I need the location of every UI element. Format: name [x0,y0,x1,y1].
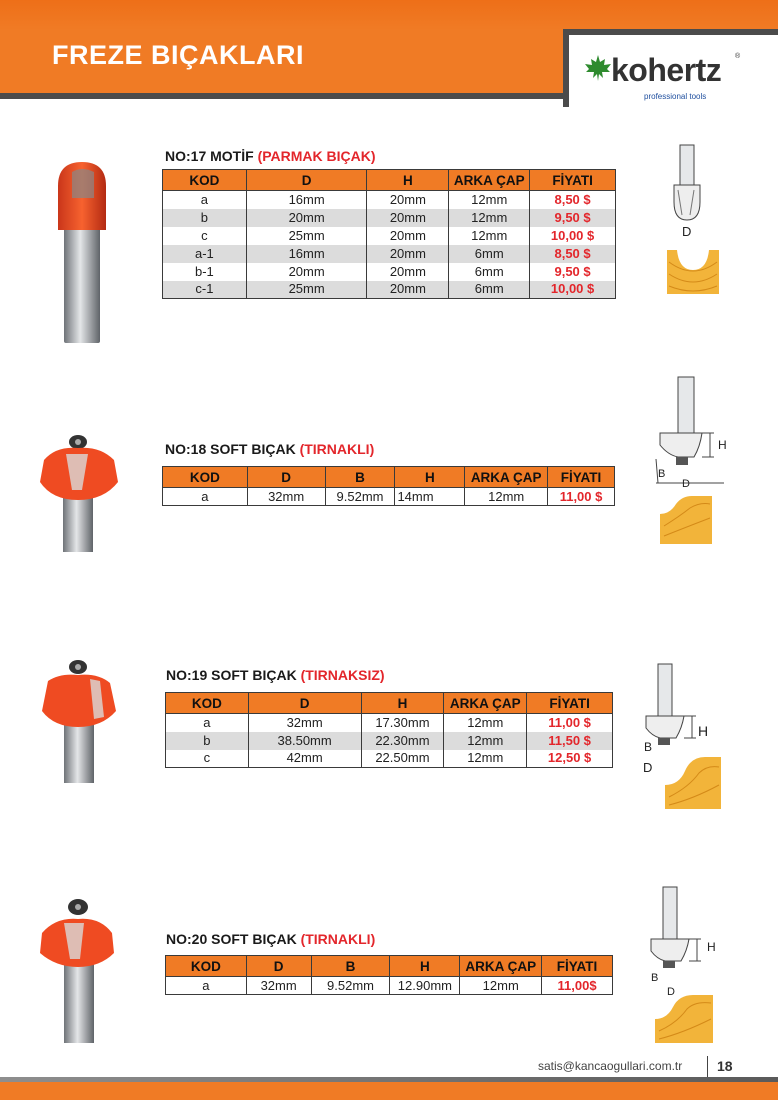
price-cell: 10,00 $ [530,281,616,299]
diagram-label-h: H [707,940,716,954]
cell: a [163,488,248,506]
profile-17-wood [667,250,719,294]
footer-separator [707,1056,708,1078]
price-cell: 9,50 $ [530,263,616,281]
product-18-table [162,466,615,506]
table-row [166,732,613,750]
col-header: ARKA ÇAP [444,693,527,714]
table-row [163,191,616,209]
router-bit-19-image [38,655,120,785]
price-cell: 11,00 $ [548,488,615,506]
profile-19-wood [665,757,721,809]
product-17-table [162,169,616,299]
cell: 20mm [367,209,449,227]
profile-18-wood [660,496,712,544]
cell: a [163,191,247,209]
cell: 20mm [246,209,367,227]
cell: b [163,209,247,227]
cell: 12mm [449,191,530,209]
header-gradient [0,0,778,30]
diagram-label-d: D [682,478,690,490]
cell: c [163,227,247,245]
router-bit-18-image [36,430,120,554]
product-20-table [165,955,613,995]
product-19-title: NO:19 SOFT BIÇAK (TIRNAKSIZ) [166,667,385,683]
diagram-label-h: H [718,438,727,452]
brand-name: kohertz [611,52,722,88]
cell: 20mm [246,263,367,281]
bit-17-diagram [660,140,720,240]
product-18-title: NO:18 SOFT BIÇAK (TIRNAKLI) [165,441,375,457]
diagram-label-h: H [698,723,709,739]
table-row [163,227,616,245]
cell: 22.50mm [361,750,444,768]
col-header: H [367,170,449,191]
col-header: FİYATI [542,956,613,977]
cell: 42mm [248,750,361,768]
cell: a [166,714,249,732]
cell: 32mm [247,488,325,506]
cell: 38.50mm [248,732,361,750]
table-row [163,209,616,227]
cell: 9.52mm [311,977,390,995]
cell: 12mm [449,209,530,227]
cell: 12mm [465,488,548,506]
table-row [163,281,616,299]
cell: 32mm [248,714,361,732]
bit-18-diagram [650,375,732,490]
diagram-19-label-d: D [643,760,653,775]
header-divider [0,93,566,99]
contact-email: satis@kancaogullari.com.tr [538,1059,683,1073]
cell: 25mm [246,281,367,299]
brand-registered: ® [735,53,741,60]
cell: 12mm [444,732,527,750]
cell: 6mm [449,263,530,281]
bit-19-diagram [640,662,722,752]
cell: 22.30mm [361,732,444,750]
table-row [163,245,616,263]
maple-leaf-icon [583,53,613,83]
table-row [166,977,613,995]
col-header: H [395,467,465,488]
footer-orange-bar [0,1082,778,1100]
table-row [163,263,616,281]
page-number: 18 [717,1058,733,1074]
col-header: ARKA ÇAP [465,467,548,488]
diagram-label-b: B [651,972,659,984]
price-cell: 9,50 $ [530,209,616,227]
price-cell: 11,50 $ [527,732,613,750]
cell: 32mm [246,977,311,995]
bit-20-diagram [645,885,725,1000]
col-header: H [361,693,444,714]
cell: 20mm [367,281,449,299]
price-cell: 12,50 $ [527,750,613,768]
product-19-table [165,692,613,768]
price-cell: 11,00$ [542,977,613,995]
cell: 20mm [367,227,449,245]
diagram-label-b: B [644,740,653,752]
price-cell: 11,00 $ [527,714,613,732]
cell: 20mm [367,245,449,263]
cell: 12mm [444,714,527,732]
cell: a-1 [163,245,247,263]
diagram-label-d: D [667,986,675,998]
product-17-title: NO:17 MOTİF (PARMAK BIÇAK) [165,148,376,164]
cell: 9.52mm [325,488,395,506]
cell: 16mm [246,245,367,263]
col-header: FİYATI [530,170,616,191]
col-header: B [311,956,390,977]
col-header: ARKA ÇAP [460,956,542,977]
col-header: D [246,956,311,977]
cell: b-1 [163,263,247,281]
cell: 6mm [449,245,530,263]
col-header: B [325,467,395,488]
diagram-label-b: B [658,468,666,480]
cell: 6mm [449,281,530,299]
router-bit-20-image [36,893,120,1045]
cell: 20mm [367,263,449,281]
col-header: FİYATI [527,693,613,714]
col-header: KOD [166,956,247,977]
col-header: D [248,693,361,714]
col-header: KOD [163,467,248,488]
table-row [166,714,613,732]
price-cell: 10,00 $ [530,227,616,245]
cell: 14mm [395,488,465,506]
cell: 12mm [460,977,542,995]
col-header: KOD [163,170,247,191]
col-header: KOD [166,693,249,714]
profile-20-wood [655,995,713,1043]
cell: c [166,750,249,768]
cell: c-1 [163,281,247,299]
col-header: D [246,170,367,191]
cell: 25mm [246,227,367,245]
table-row [163,488,615,506]
brand-subtitle: professional tools [644,92,707,101]
col-header: FİYATI [548,467,615,488]
router-bit-17-image [50,158,120,348]
cell: 12mm [449,227,530,245]
diagram-label-d: D [682,224,692,239]
product-20-title: NO:20 SOFT BIÇAK (TIRNAKLI) [166,931,376,947]
page-title: FREZE BIÇAKLARI [52,40,304,70]
cell: a [166,977,247,995]
cell: 16mm [246,191,367,209]
cell: 20mm [367,191,449,209]
cell: 12.90mm [390,977,460,995]
cell: 17.30mm [361,714,444,732]
col-header: H [390,956,460,977]
col-header: ARKA ÇAP [449,170,530,191]
cell: b [166,732,249,750]
price-cell: 8,50 $ [530,245,616,263]
brand-logo [563,29,778,107]
table-row [166,750,613,768]
cell: 12mm [444,750,527,768]
price-cell: 8,50 $ [530,191,616,209]
col-header: D [247,467,325,488]
